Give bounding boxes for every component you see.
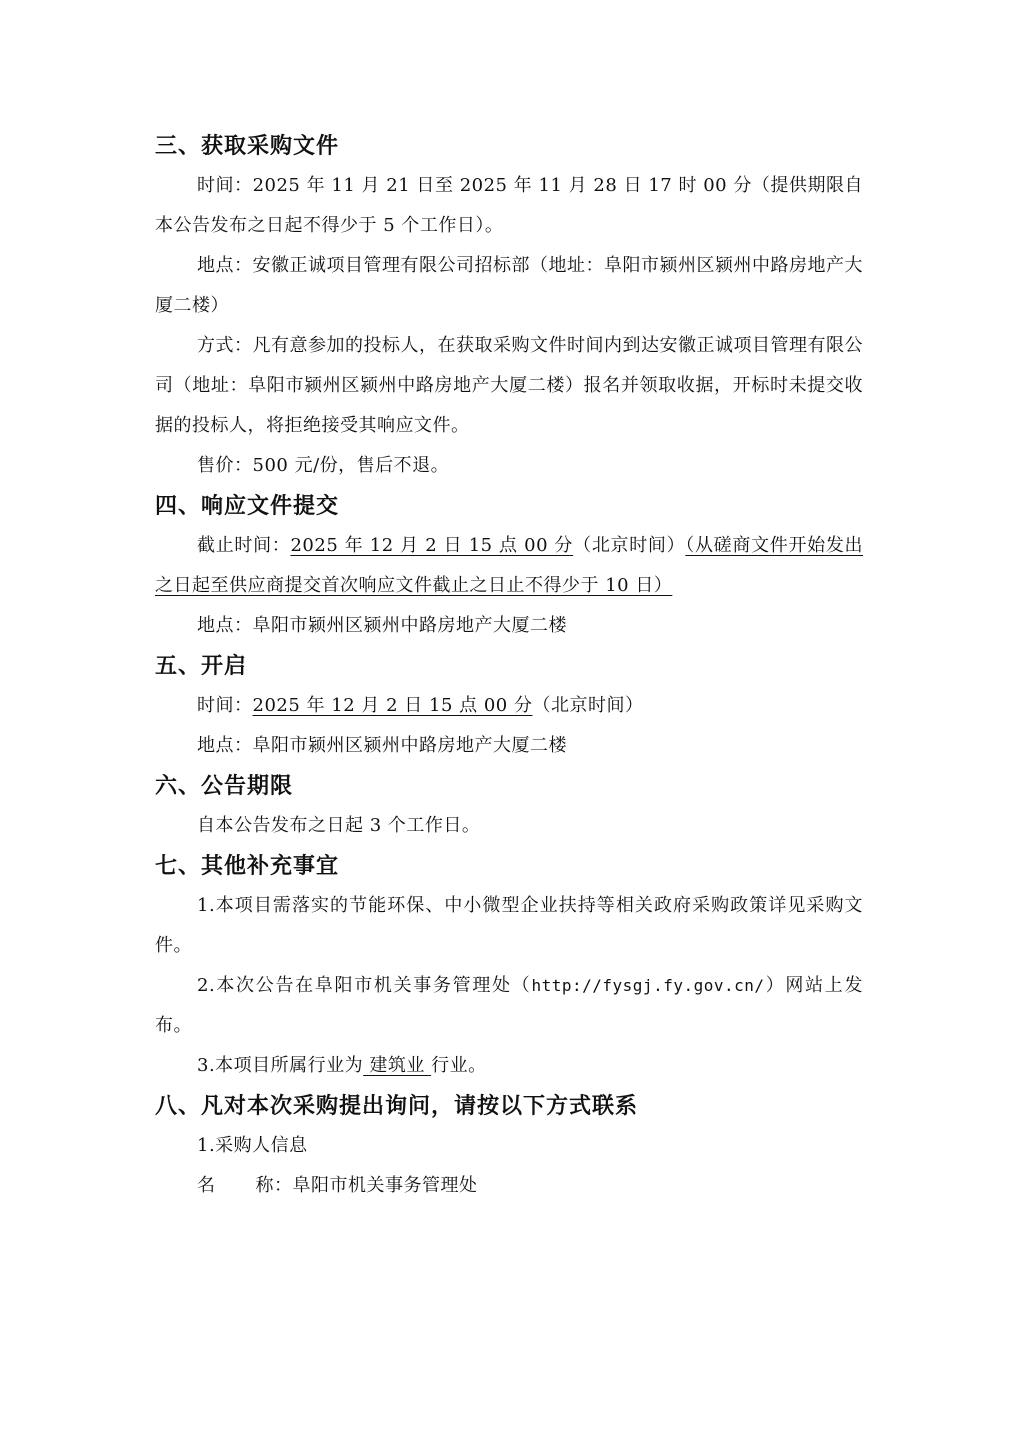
- other-item-2: 2.本次公告在阜阳市机关事务管理处（http://fysgj.fy.gov.cn/）网站上发布。: [155, 975, 863, 1036]
- deadline-note: （从磋商文件开始发出之日起至供应商提交首次响应文件截止之日止不得少于 10 日）: [155, 535, 864, 596]
- deadline-value: 2025 年 12 月 2 日 15 点 00 分: [290, 535, 574, 556]
- section-heading-notice-period: 六、公告期限: [155, 774, 294, 799]
- obtain-place: 地点：安徽正诚项目管理有限公司招标部（地址：阜阳市颍州区颍州中路房地产大厦二楼）: [155, 255, 863, 316]
- notice-period-text: 自本公告发布之日起 3 个工作日。: [197, 815, 481, 836]
- section-heading-contact: 八、凡对本次采购提出询问，请按以下方式联系: [155, 1094, 639, 1119]
- document-page: [155, 128, 863, 1206]
- section-heading-opening: 五、开启: [155, 654, 248, 679]
- website-link[interactable]: http://fysgj.fy.gov.cn/: [531, 976, 765, 995]
- opening-time-value: 2025 年 12 月 2 日 15 点 00 分: [252, 695, 533, 716]
- other-item-1: 1.本项目需落实的节能环保、中小微型企业扶持等相关政府采购政策详见采购文件。: [155, 895, 863, 956]
- section-heading-submission: 四、响应文件提交: [155, 494, 340, 519]
- obtain-time: 时间：2025 年 11 月 21 日至 2025 年 11 月 28 日 17 时 00 分（提供期限自本公告发布之日起不得少于 5 个工作日）。: [155, 175, 863, 236]
- section-heading-obtain-docs: 三、获取采购文件: [155, 134, 340, 159]
- other-item-3: 3.本项目所属行业为 建筑业 行业。: [197, 1055, 487, 1076]
- industry-value: 建筑业: [363, 1055, 432, 1076]
- submission-deadline: 截止时间：2025 年 12 月 2 日 15 点 00 分（北京时间）（从磋商文件开始发出之日起至供应商提交首次响应文件截止之日止不得少于 10 日）: [155, 535, 864, 596]
- section-heading-other-matters: 七、其他补充事宜: [155, 854, 340, 879]
- purchaser-name: 名 称：阜阳市机关事务管理处: [197, 1175, 478, 1196]
- opening-time: 时间：2025 年 12 月 2 日 15 点 00 分（北京时间）: [197, 695, 644, 716]
- opening-place: 地点：阜阳市颍州区颍州中路房地产大厦二楼: [197, 735, 567, 756]
- obtain-price: 售价：500 元/份，售后不退。: [197, 455, 450, 476]
- obtain-method: 方式：凡有意参加的投标人，在获取采购文件时间内到达安徽正诚项目管理有限公司（地址：阜阳市颍州区颍州中路房地产大厦二楼）报名并领取收据，开标时未提交收据的投标人，将拒绝接受其响应文件。: [155, 335, 863, 436]
- submission-place: 地点：阜阳市颍州区颍州中路房地产大厦二楼: [197, 615, 567, 636]
- purchaser-info-title: 1.采购人信息: [197, 1135, 308, 1156]
